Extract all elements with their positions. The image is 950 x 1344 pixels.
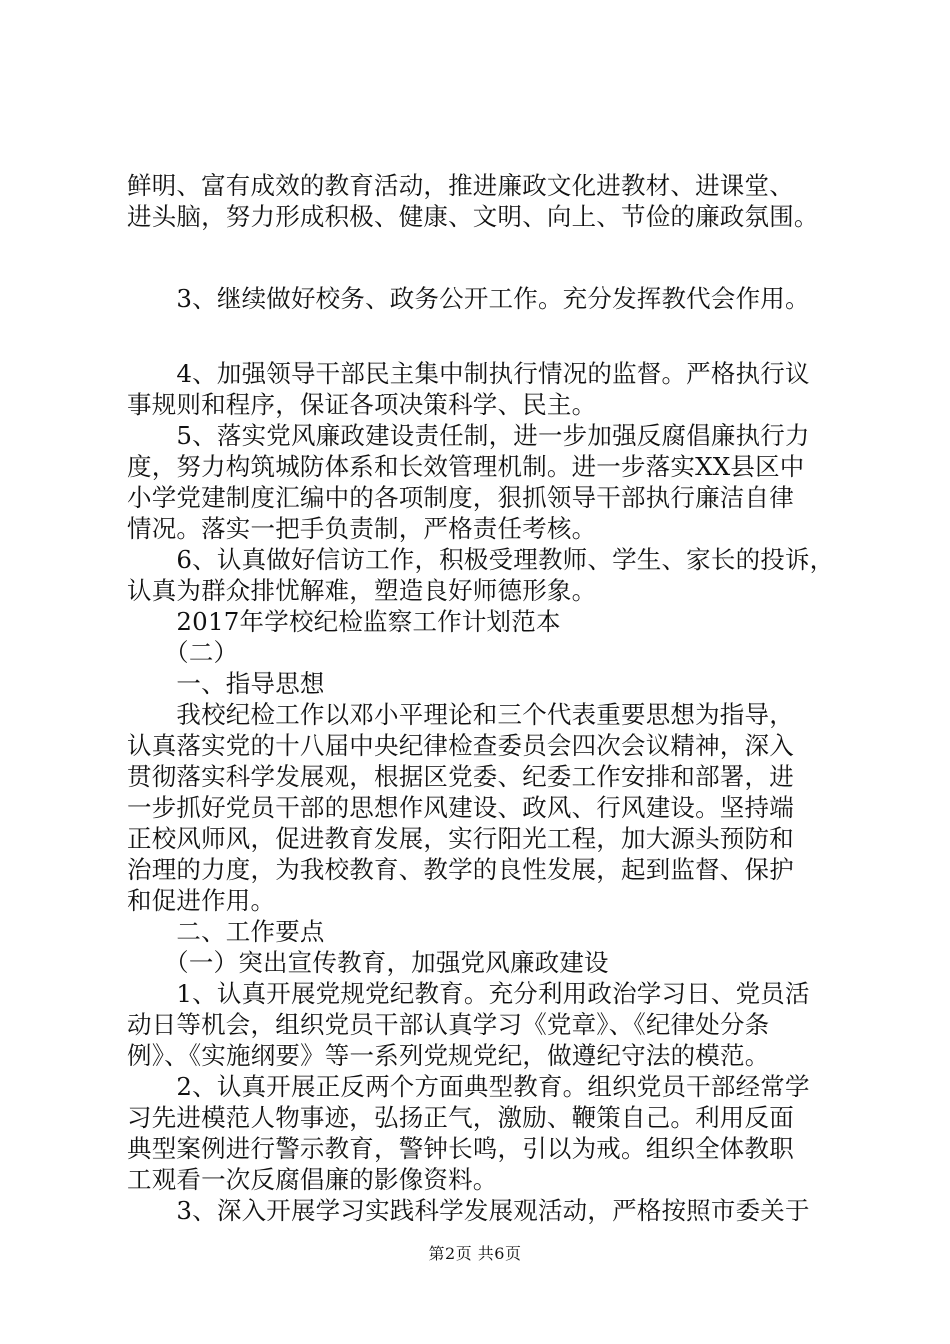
- text-line: 认真落实党的十八届中央纪律检查委员会四次会议精神，深入: [127, 731, 794, 760]
- text-line: 5、落实党风廉政建设责任制，进一步加强反腐倡廉执行力: [127, 421, 810, 450]
- text-line: 例》、《实施纲要》等一系列党规党纪，做遵纪守法的模范。: [127, 1041, 770, 1070]
- heading-guiding-ideology: 一、指导思想: [127, 669, 325, 698]
- section-title: 2017年学校纪检监察工作计划范本: [127, 607, 561, 636]
- paragraph-gap: [127, 232, 827, 283]
- text-line: 1、认真开展党规党纪教育。充分利用政治学习日、党员活: [127, 979, 810, 1008]
- document-body: [127, 170, 835, 1226]
- text-line: 正校风师风，促进教育发展，实行阳光工程，加大源头预防和: [127, 824, 794, 853]
- text-line: 工观看一次反腐倡廉的影像资料。: [127, 1165, 498, 1194]
- page-number-footer: 第2页 共6页: [428, 1244, 522, 1263]
- text-line: 和促进作用。: [127, 886, 276, 915]
- text-line: 进头脑，努力形成积极、健康、文明、向上、节俭的廉政氛围。: [127, 202, 819, 231]
- text-line: 我校纪检工作以邓小平理论和三个代表重要思想为指导，: [127, 700, 794, 729]
- subheading: （一）突出宣传教育，加强党风廉政建设: [127, 948, 609, 977]
- text-line: 贯彻落实科学发展观，根据区党委、纪委工作安排和部署，进: [127, 762, 794, 791]
- text-line: 动日等机会，组织党员干部认真学习《党章》、《纪律处分条: [127, 1010, 770, 1039]
- text-line: 2、认真开展正反两个方面典型教育。组织党员干部经常学: [127, 1072, 810, 1101]
- text-line: 认真为群众排忧解难，塑造良好师德形象。: [127, 576, 597, 605]
- section-subtitle: （二）: [127, 638, 239, 667]
- text-line: 一步抓好党员干部的思想作风建设、政风、行风建设。坚持端: [127, 793, 794, 822]
- text-line: 4、加强领导干部民主集中制执行情况的监督。严格执行议: [127, 359, 810, 388]
- text-line: 小学党建制度汇编中的各项制度，狠抓领导干部执行廉洁自律: [127, 483, 794, 512]
- text-line: 6、认真做好信访工作，积极受理教师、学生、家长的投诉，: [127, 545, 835, 574]
- text-line: 事规则和程序，保证各项决策科学、民主。: [127, 390, 597, 419]
- text-line: 3、深入开展学习实践科学发展观活动，严格按照市委关于: [127, 1196, 810, 1225]
- text-line: 习先进模范人物事迹，弘扬正气，激励、鞭策自己。利用反面: [127, 1103, 794, 1132]
- paragraph-gap: [127, 314, 827, 358]
- text-line: 治理的力度，为我校教育、教学的良性发展，起到监督、保护: [127, 855, 794, 884]
- text-line: 鲜明、富有成效的教育活动，推进廉政文化进教材、进课堂、: [127, 171, 794, 200]
- text-line: 3、继续做好校务、政务公开工作。充分发挥教代会作用。: [127, 284, 810, 313]
- text-line: 典型案例进行警示教育，警钟长鸣，引以为戒。组织全体教职: [127, 1134, 794, 1163]
- text-line: 度，努力构筑城防体系和长效管理机制。进一步落实XX县区中: [127, 452, 805, 481]
- heading-work-points: 二、工作要点: [127, 917, 325, 946]
- text-line: 情况。落实一把手负责制，严格责任考核。: [127, 514, 597, 543]
